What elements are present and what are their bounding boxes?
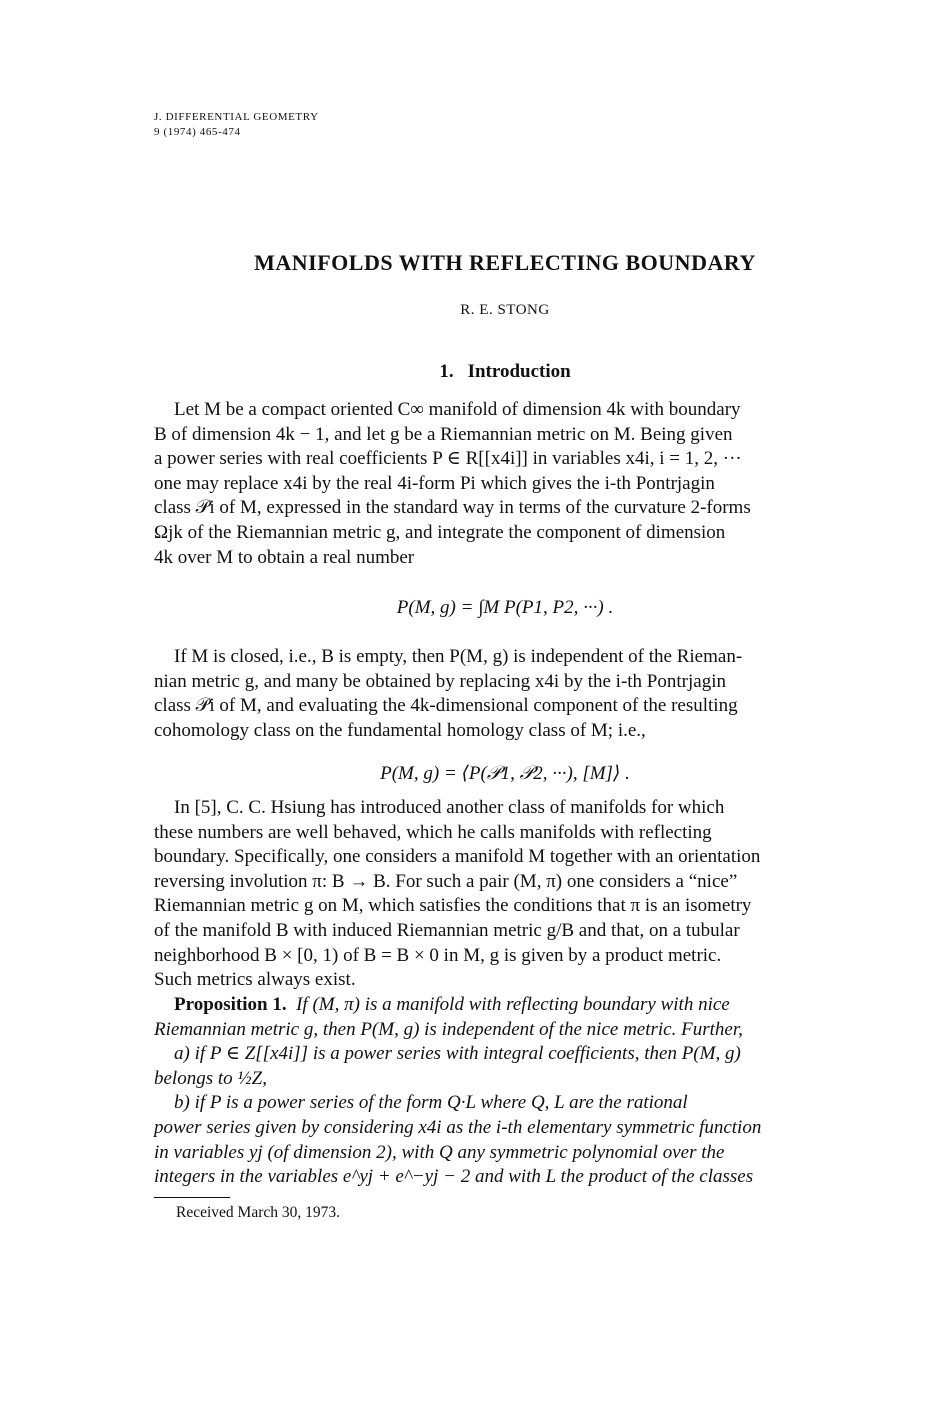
paragraph-1 bbox=[154, 398, 854, 570]
proposition-text: b) if P is a power series of the form Q·L where Q, L are the rational bbox=[174, 1092, 688, 1114]
paragraph-line: reversing involution π: B → B. For such a pair (M, π) one considers a “nice” bbox=[154, 870, 738, 892]
paragraph-line: B of dimension 4k − 1, and let g be a Riemannian metric on M. Being given bbox=[154, 423, 733, 445]
paragraph-line: Riemannian metric g on M, which satisfies the conditions that π is an isometry bbox=[154, 895, 752, 917]
proposition-text: power series given by considering x4i as the i-th elementary symmetric function bbox=[154, 1116, 762, 1138]
proposition-line bbox=[154, 1091, 854, 1116]
proposition-line bbox=[154, 993, 854, 1018]
proposition-label: Proposition 1. bbox=[174, 994, 287, 1015]
paragraph-line: class 𝒫i of M, and evaluating the 4k-dimensional component of the resulting bbox=[154, 695, 738, 717]
paragraph-3 bbox=[154, 796, 854, 993]
paper-title: MANIFOLDS WITH REFLECTING BOUNDARY bbox=[254, 250, 756, 275]
paragraph-line: If M is closed, i.e., B is empty, then P(M, g) is independent of the Rieman- bbox=[174, 646, 743, 667]
paragraph-line: 4k over M to obtain a real number bbox=[154, 546, 415, 568]
proposition-text: integers in the variables e^yj + e^−yj − 2 and with L the product of the classes bbox=[154, 1166, 754, 1188]
equation-2: P(M, g) = ⟨P(𝒫1, 𝒫2, ···), [M]⟩ . bbox=[380, 763, 630, 784]
proposition-text: If (M, π) is a manifold with reflecting boundary with nice bbox=[296, 994, 730, 1015]
proposition-text: in variables yj (of dimension 2), with Q any symmetric polynomial over the bbox=[154, 1141, 725, 1163]
section-heading bbox=[0, 361, 944, 383]
paragraph-line: Let M be a compact oriented C∞ manifold of dimension 4k with boundary bbox=[174, 399, 741, 420]
paragraph-line: Ωjk of the Riemannian metric g, and integrate the component of dimension bbox=[154, 521, 726, 543]
paragraph-line: cohomology class on the fundamental homology class of M; i.e., bbox=[154, 719, 646, 741]
paragraph-line: one may replace x4i by the real 4i-form Pi which gives the i-th Pontrjagin bbox=[154, 472, 715, 494]
paragraph-line: of the manifold B with induced Riemannian metric g/B and that, on a tubular bbox=[154, 919, 740, 941]
equation-1: P(M, g) = ∫M P(P1, P2, ···) . bbox=[396, 597, 614, 618]
proposition-1 bbox=[154, 993, 854, 1190]
proposition-line bbox=[154, 1042, 854, 1067]
proposition-text: Riemannian metric g, then P(M, g) is independent of the nice metric. Further, bbox=[154, 1018, 743, 1040]
proposition-line bbox=[154, 1018, 854, 1043]
paragraph-line: Such metrics always exist. bbox=[154, 969, 356, 991]
paragraph-line: class 𝒫i of M, expressed in the standard way in terms of the curvature 2-forms bbox=[154, 497, 751, 519]
paragraph-line: neighborhood B × [0, 1) of B = B × 0 in M, g is given by a product metric. bbox=[154, 944, 722, 966]
journal-volume-pages: 9 (1974) 465-474 bbox=[154, 126, 241, 138]
paragraph-line: boundary. Specifically, one considers a manifold M together with an orientation bbox=[154, 846, 761, 868]
journal-header bbox=[154, 110, 319, 140]
proposition-line bbox=[154, 1141, 854, 1166]
paper-author: R. E. STONG bbox=[460, 302, 550, 318]
paragraph-line: these numbers are well behaved, which he calls manifolds with reflecting bbox=[154, 821, 712, 843]
journal-name: J. DIFFERENTIAL GEOMETRY bbox=[154, 111, 319, 123]
proposition-line bbox=[154, 1165, 854, 1190]
section-title: Introduction bbox=[467, 361, 571, 382]
paragraph-line: nian metric g, and many be obtained by replacing x4i by the i-th Pontrjagin bbox=[154, 670, 726, 692]
proposition-line bbox=[154, 1067, 854, 1092]
footnote-received: Received March 30, 1973. bbox=[176, 1204, 340, 1221]
proposition-text: a) if P ∈ Z[[x4i]] is a power series with integral coefficients, then P(M, g) bbox=[174, 1043, 741, 1065]
proposition-line bbox=[154, 1116, 854, 1141]
paragraph-2 bbox=[154, 645, 854, 743]
paragraph-line: In [5], C. C. Hsiung has introduced another class of manifolds for which bbox=[174, 797, 725, 818]
proposition-text: belongs to ½Z, bbox=[154, 1067, 267, 1089]
footnote-rule bbox=[154, 1197, 230, 1198]
section-number: 1. bbox=[439, 361, 454, 382]
paragraph-line: a power series with real coefficients P ∈ R[[x4i]] in variables x4i, i = 1, 2, ··· bbox=[154, 448, 742, 470]
